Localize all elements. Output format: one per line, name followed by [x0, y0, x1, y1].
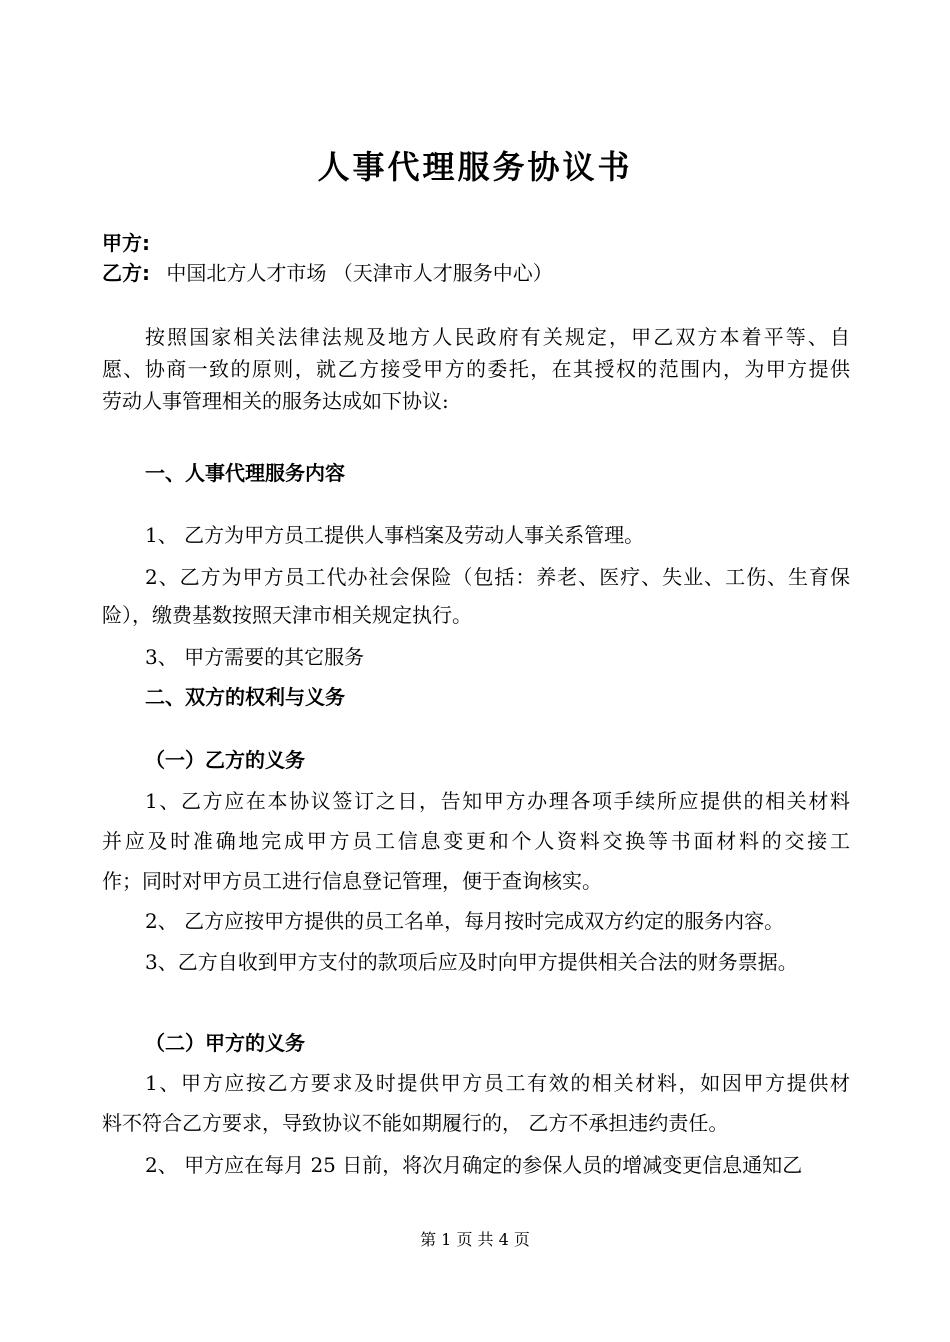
sub2-item-1-line-1: 1、甲方应按乙方要求及时提供甲方员工有效的相关材料，如因甲方提供材	[145, 1071, 850, 1095]
sub1-item-1-line-3: 作；同时对甲方员工进行信息登记管理，便于查询核实。	[102, 869, 602, 893]
s1-item-2-line-1: 2、乙方为甲方员工代办社会保险（包括：养老、医疗、失业、工伤、生育保	[145, 565, 850, 589]
intro-line-2: 愿、协商一致的原则，就乙方接受甲方的委托，在其授权的范围内，为甲方提供	[102, 357, 850, 381]
sub2-item-2: 2、 甲方应在每月 25 日前，将次月确定的参保人员的增减变更信息通知乙	[145, 1153, 803, 1177]
sub-1-heading: （一）乙方的义务	[145, 748, 305, 772]
sub1-item-3: 3、乙方自收到甲方支付的款项后应及时向甲方提供相关合法的财务票据。	[145, 950, 798, 974]
party-b-label: 乙方:	[102, 261, 150, 285]
sub1-item-1-line-2: 并应及时准确地完成甲方员工信息变更和个人资料交换等书面材料的交接工	[102, 829, 850, 853]
sub2-item-1-line-2: 料不符合乙方要求，导致协议不能如期履行的， 乙方不承担违约责任。	[102, 1111, 729, 1135]
document-title: 人事代理服务协议书	[317, 148, 633, 186]
intro-line-3: 劳动人事管理相关的服务达成如下协议:	[102, 389, 449, 413]
intro-line-1: 按照国家相关法律法规及地方人民政府有关规定，甲乙双方本着平等、自	[145, 325, 850, 349]
page-footer: 第 1 页 共 4 页	[420, 1230, 530, 1249]
sub1-item-2: 2、 乙方应按甲方提供的员工名单，每月按时完成双方约定的服务内容。	[145, 909, 785, 933]
sub1-item-1-line-1: 1、乙方应在本协议签订之日，告知甲方办理各项手续所应提供的相关材料	[145, 789, 850, 813]
s1-item-1: 1、 乙方为甲方员工提供人事档案及劳动人事关系管理。	[145, 523, 645, 547]
s1-item-3: 3、 甲方需要的其它服务	[145, 645, 365, 669]
party-b-name: 中国北方人才市场 （天津市人才服务中心）	[166, 261, 553, 285]
section-1-heading: 一、人事代理服务内容	[145, 461, 345, 485]
party-b-line	[102, 258, 553, 288]
party-a-label: 甲方:	[102, 231, 150, 255]
sub-2-heading: （二）甲方的义务	[145, 1031, 305, 1055]
s1-item-2-line-2: 险），缴费基数按照天津市相关规定执行。	[102, 603, 472, 627]
section-2-heading: 二、双方的权利与义务	[145, 685, 345, 709]
